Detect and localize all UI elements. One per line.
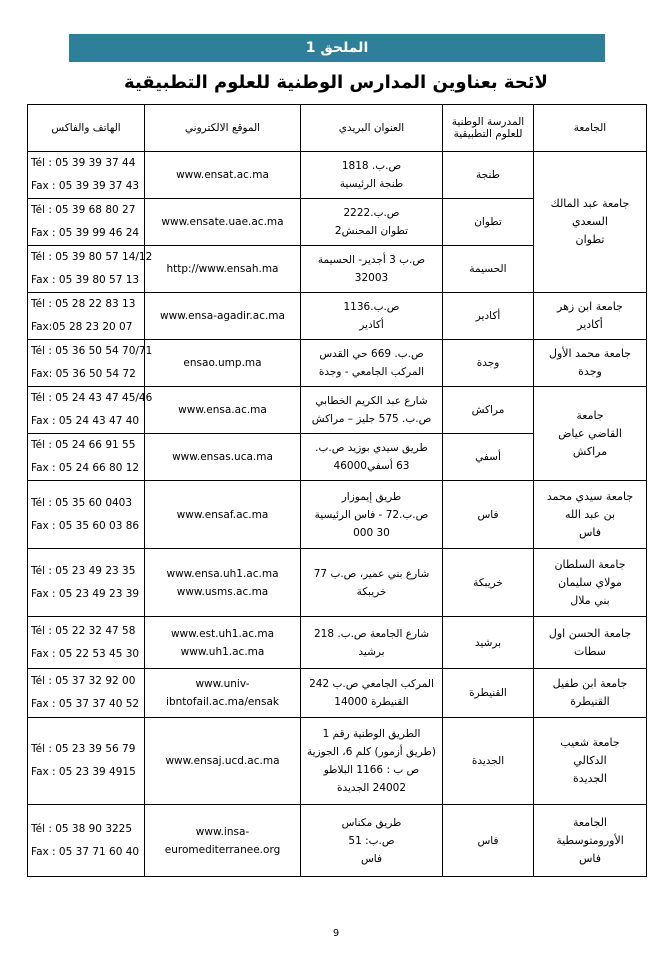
website-cell — [145, 481, 301, 549]
university-cell-line: الدكالي — [573, 754, 607, 767]
website-cell-line: www.ensaj.ucd.ac.ma — [165, 755, 280, 767]
address-cell-line: طريق مكناس — [341, 816, 402, 829]
website-cell — [145, 669, 301, 718]
address-cell-line: ص ب : 1166 البلاطو — [323, 764, 420, 776]
address-cell — [301, 199, 443, 246]
phone-fax-cell-line: Tél : 05 39 39 37 44 — [31, 157, 136, 169]
school-cell: برشيد — [443, 617, 534, 669]
address-cell-line: 63 أسفي46000 — [333, 460, 410, 472]
website-cell — [145, 718, 301, 805]
table-row — [28, 805, 647, 877]
address-cell — [301, 669, 443, 718]
address-cell-line: ص.ب.1136 — [343, 301, 400, 313]
university-cell-line: السعدي — [572, 215, 608, 228]
website-cell — [145, 246, 301, 293]
address-cell-line: 30 000 — [353, 526, 390, 539]
phone-fax-cell-line: Fax : 05 23 49 23 39 — [31, 587, 140, 600]
phone-fax-cell — [28, 246, 153, 293]
website-cell — [145, 805, 301, 877]
address-cell-line: شارع الجامعة ص.ب. 218 — [313, 627, 430, 640]
website-cell-line: www.usms.ac.ma — [176, 585, 269, 598]
header-website: الموقع الالكتروني — [145, 105, 301, 152]
header-university: الجامعة — [534, 105, 647, 152]
address-cell-line: ص.ب.72 - فاس الرئيسية — [314, 508, 429, 521]
header-school-line: للعلوم التطبيقية — [453, 128, 523, 140]
address-cell-line: طريق سيدي بوزيد ص.ب. — [315, 442, 428, 454]
address-cell-line: (طريق أزمور) كلم 6، الجوزية — [307, 746, 436, 758]
website-cell-line: www.ensa.uh1.ac.ma — [166, 567, 279, 580]
university-cell-line: سطات — [574, 644, 606, 658]
phone-fax-cell — [28, 669, 145, 718]
university-cell — [534, 617, 647, 669]
phone-fax-cell-line: Tél : 05 39 80 57 14/12 — [31, 251, 153, 263]
address-cell — [301, 434, 443, 481]
university-cell-line: جامعة ابن طفيل — [552, 677, 628, 690]
school-cell: وجدة — [443, 340, 534, 387]
address-cell-line: ص.ب 3 أجدير- الحسيمة — [317, 254, 426, 266]
phone-fax-cell-line: Fax : 05 39 80 57 13 — [31, 274, 140, 286]
website-cell-line: www.ensas.uca.ma — [172, 451, 273, 463]
university-cell-line: الجديدة — [573, 772, 607, 785]
university-cell — [534, 718, 647, 805]
phone-fax-cell-line: Fax : 05 37 71 60 40 — [31, 845, 140, 858]
address-cell-line: أكادير — [359, 319, 384, 331]
university-cell — [534, 340, 647, 387]
phone-fax-cell — [28, 340, 153, 387]
university-cell-line: القنيطرة — [570, 695, 610, 708]
phone-fax-cell-line: Fax : 05 37 37 40 52 — [31, 698, 140, 710]
phone-fax-cell-line: Tél : 05 36 50 54 70/71 — [31, 345, 153, 357]
university-cell — [534, 549, 647, 617]
phone-fax-cell-line: Fax : 05 39 39 37 43 — [31, 180, 140, 192]
phone-fax-cell-line: Fax : 05 22 53 45 30 — [31, 647, 140, 660]
address-cell-line: ص.ب.2222 — [343, 207, 400, 219]
phone-fax-cell-line: Tél : 05 38 90 3225 — [31, 822, 133, 835]
university-cell — [534, 669, 647, 718]
address-cell-line: ص.ب: 51 — [348, 834, 395, 847]
website-cell-line: ensao.ump.ma — [183, 357, 262, 369]
header-school-line: المدرسة الوطنية — [451, 116, 525, 128]
phone-fax-cell — [28, 434, 145, 481]
school-cell: فاس — [443, 805, 534, 877]
university-cell-line: أكادير — [577, 318, 603, 331]
website-cell — [145, 152, 301, 199]
phone-fax-cell — [28, 718, 145, 805]
university-cell-line: جامعة الحسن اول — [548, 626, 632, 640]
phone-fax-cell — [28, 387, 153, 434]
address-cell-line: 24002 الجديدة — [336, 782, 407, 794]
school-cell: مراكش — [443, 387, 534, 434]
university-cell-line: وجدة — [578, 365, 602, 378]
university-cell-line: الجامعة — [573, 815, 607, 829]
page-number: 9 — [332, 928, 340, 939]
phone-fax-cell-line: Tél : 05 39 68 80 27 — [31, 204, 136, 216]
table-row — [28, 617, 647, 669]
phone-fax-cell-line: Fax : 05 24 66 80 12 — [31, 462, 140, 474]
schools-table — [27, 104, 647, 877]
phone-fax-cell-line: Tél : 05 28 22 83 13 — [31, 298, 136, 310]
phone-fax-cell-line: Fax : 05 39 99 46 24 — [31, 227, 140, 239]
address-cell — [301, 617, 443, 669]
phone-fax-cell-line: Tél : 05 24 43 47 45/46 — [31, 392, 153, 404]
address-cell-line: برشيد — [358, 645, 385, 658]
website-cell — [145, 434, 301, 481]
website-cell-line: euromediterranee.org — [164, 843, 281, 856]
phone-fax-cell — [28, 293, 145, 340]
website-cell-line: www.ensaf.ac.ma — [176, 508, 269, 521]
university-cell-line: بني ملال — [570, 593, 610, 607]
table-row — [28, 718, 647, 805]
table-row — [28, 387, 647, 434]
website-cell — [145, 617, 301, 669]
website-cell — [145, 199, 301, 246]
school-cell: خريبكة — [443, 549, 534, 617]
table-row — [28, 152, 647, 199]
address-cell-line: ص.ب. 669 حي القدس — [319, 348, 424, 360]
school-cell: أكادير — [443, 293, 534, 340]
website-cell-line: www.uh1.ac.ma — [180, 645, 265, 658]
university-cell-line: جامعة السلطان — [554, 557, 626, 571]
university-cell-line: مراكش — [572, 444, 608, 458]
university-cell-line: فاس — [578, 525, 602, 539]
address-cell-line: المركب الجامعي - وجدة — [318, 366, 425, 378]
phone-fax-cell-line: Tél : 05 23 39 56 79 — [31, 743, 136, 755]
school-cell: فاس — [443, 481, 534, 549]
address-cell — [301, 246, 443, 293]
university-cell-line: تطوان — [575, 233, 605, 246]
website-cell-line: www.ensat.ac.ma — [176, 169, 269, 181]
table-row — [28, 481, 647, 549]
phone-fax-cell-line: Tél : 05 35 60 0403 — [31, 496, 133, 509]
university-cell — [534, 152, 647, 293]
address-cell-line: تطوان المحنش2 — [334, 225, 409, 237]
school-cell: القنيطرة — [443, 669, 534, 718]
address-cell — [301, 549, 443, 617]
address-cell — [301, 718, 443, 805]
address-cell — [301, 805, 443, 877]
table-row — [28, 293, 647, 340]
school-cell: طنجة — [443, 152, 534, 199]
website-cell-line: www.ensa-agadir.ac.ma — [160, 310, 285, 322]
address-cell — [301, 293, 443, 340]
university-cell — [534, 481, 647, 549]
website-cell — [145, 293, 301, 340]
website-cell-line: www.est.uh1.ac.ma — [170, 627, 275, 640]
phone-fax-cell — [28, 549, 145, 617]
table-header-row — [28, 105, 647, 152]
address-cell-line: الطريق الوطنية رقم 1 — [322, 728, 421, 740]
phone-fax-cell — [28, 152, 145, 199]
page-title: لائحة بعناوين المدارس الوطنية للعلوم التطبيقية — [124, 72, 548, 93]
university-cell-line: فاس — [578, 851, 602, 865]
address-cell-line: شارع عبد الكريم الخطابي — [315, 395, 428, 407]
phone-fax-cell-line: Tél : 05 24 66 91 55 — [31, 439, 136, 451]
address-cell-line: القنيطرة 14000 — [334, 696, 409, 708]
address-cell — [301, 387, 443, 434]
university-cell — [534, 805, 647, 877]
phone-fax-cell-line: Fax : 05 23 39 4915 — [31, 766, 136, 778]
university-cell-line: جامعة — [576, 408, 604, 422]
phone-fax-cell-line: Fax : 05 24 43 47 40 — [31, 415, 140, 427]
table-row — [28, 340, 647, 387]
website-cell-line: www.ensa.ac.ma — [178, 404, 267, 416]
university-cell-line: جامعة سيدي محمد — [546, 489, 634, 503]
phone-fax-cell-line: Fax:05 28 23 20 07 — [31, 321, 133, 333]
university-cell-line: جامعة شعيب — [560, 736, 620, 749]
university-cell-line: القاضي عياض — [558, 426, 622, 440]
address-cell-line: طنجة الرئيسية — [339, 178, 404, 190]
phone-fax-cell — [28, 199, 145, 246]
address-cell-line: فاس — [360, 852, 383, 865]
address-cell-line: 32003 — [354, 272, 389, 284]
annex-banner: الملحق 1 — [69, 34, 605, 62]
website-cell-line: www.ensate.uae.ac.ma — [161, 216, 284, 228]
university-cell-line: جامعة ابن زهر — [557, 300, 623, 313]
address-cell-line: شارع بني عمير، ص.ب 77 — [313, 567, 430, 580]
phone-fax-cell-line: Tél : 05 22 32 47 58 — [31, 624, 136, 637]
address-cell — [301, 481, 443, 549]
address-cell-line: ص.ب. 575 جليز – مراكش — [311, 413, 432, 425]
school-cell: الحسيمة — [443, 246, 534, 293]
website-cell — [145, 387, 301, 434]
university-cell-line: مولاي سليمان — [558, 575, 622, 589]
phone-fax-cell — [28, 805, 145, 877]
address-cell-line: خريبكة — [356, 585, 387, 598]
website-cell — [145, 340, 301, 387]
school-cell: تطوان — [443, 199, 534, 246]
phone-fax-cell-line: Fax: 05 36 50 54 72 — [31, 368, 136, 380]
address-cell-line: طريق إيموزار — [341, 490, 402, 503]
phone-fax-cell — [28, 481, 145, 549]
university-cell-line: جامعة محمد الأول — [548, 347, 631, 360]
website-cell-line: http://www.ensah.ma — [166, 263, 279, 275]
university-cell — [534, 293, 647, 340]
school-cell: الجديدة — [443, 718, 534, 805]
university-cell-line: جامعة عبد المالك — [550, 197, 630, 210]
phone-fax-cell-line: Tél : 05 37 32 92 00 — [31, 675, 136, 687]
university-cell-line: الأورومتوسطية — [556, 833, 624, 847]
website-cell-line: www.insa- — [195, 825, 250, 838]
table-row — [28, 669, 647, 718]
address-cell — [301, 340, 443, 387]
header-phone: الهاتف والفاكس — [28, 105, 145, 152]
school-cell: أسفي — [443, 434, 534, 481]
phone-fax-cell-line: Fax : 05 35 60 03 86 — [31, 519, 140, 532]
address-cell — [301, 152, 443, 199]
address-cell-line: المركب الجامعي ص.ب 242 — [309, 678, 434, 690]
website-cell-line: www.univ- — [195, 678, 250, 690]
website-cell — [145, 549, 301, 617]
header-school — [443, 105, 534, 152]
university-cell — [534, 387, 647, 481]
table-row — [28, 549, 647, 617]
header-address: العنوان البريدي — [301, 105, 443, 152]
address-cell-line: ص.ب. 1818 — [341, 160, 402, 172]
phone-fax-cell — [28, 617, 145, 669]
website-cell-line: ibntofail.ac.ma/ensak — [166, 696, 279, 708]
phone-fax-cell-line: Tél : 05 23 49 23 35 — [31, 564, 136, 577]
university-cell-line: بن عبد الله — [564, 507, 616, 521]
